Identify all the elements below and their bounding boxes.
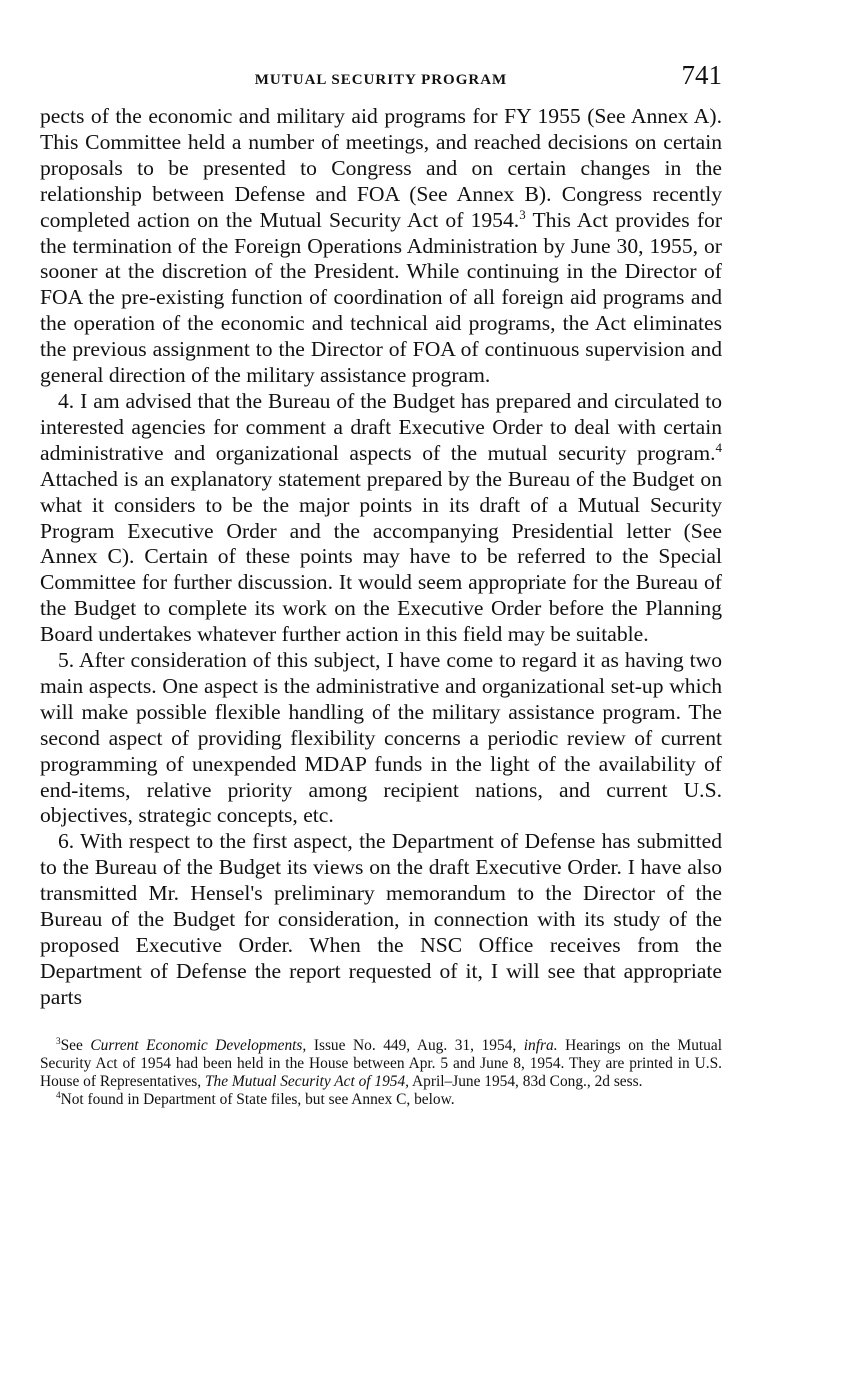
paragraph-4-text-a: 4. I am advised that the Bureau of the Budget has prepared and circulated to interested agencies for comment a draft Executive Order to deal with certain administrative and organizational aspects of the mutual security program. [40,388,722,465]
page-header [40,60,722,104]
paragraph-5: 5. After consideration of this subject, I have come to regard it as having two main aspects. One aspect is the administrative and organizational set-up which will make possible flexible handling of the military assistance program. The second aspect of providing flexibility concerns a periodic review of current programming of unexpended MDAP funds in the light of the availability of end-items, relative priority among recipient nations, and current U.S. objectives, strategic concepts, etc. [40,648,722,828]
paragraph-4 [40,389,722,648]
paragraph-continued-text-b: This Act provides for the termination of the Foreign Operations Administration by June 30, 1955, or sooner at the discretion of the President. While continuing in the Director of FOA the pre-existing function of coordination of all foreign aid programs and the operation of the economic and technical aid programs, the Act eliminates the previous assignment to the Director of FOA of continuous supervision and general direction of the military assistance program. [40,207,723,388]
footnote-4 [40,1091,722,1109]
footnote-3-title-1: Current Economic Developments, [90,1036,307,1054]
page-number: 741 [681,60,722,90]
footnote-ref-4: 4 [715,439,722,455]
paragraph-continued-text-a: pects of the economic and military aid programs for FY 1955 (See Annex A). This Committee held a number of meetings, and reached decisions on certain proposals to be presented to Congress and on certain changes in the relationship between Defense and FOA (See Annex B). Congress recently completed action on the Mutual Security Act of 1954. [40,104,722,232]
footnote-3-text-b: Issue No. 449, Aug. 31, 1954, [306,1036,524,1054]
footnote-3-text-d: April–June 1954, 83d Cong., 2d sess. [409,1072,643,1090]
body-text [40,104,722,1011]
paragraph-4-text-b: Attached is an explanatory statement prepared by the Bureau of the Budget on what it considers to be the major points in its draft of a Mutual Security Program Executive Order and the accompanying Presidential letter (See Annex C). Certain of these points may have to be referred to the Special Committee for further discussion. It would seem appropriate for the Bureau of the Budget to complete its work on the Executive Order before the Planning Board undertakes whatever further action in this field may be suitable. [40,466,722,647]
footnote-4-marker: 4 [56,1089,61,1100]
paragraph-continued [40,104,722,389]
footnote-ref-3: 3 [519,206,526,222]
footnote-3-text-c: Hearings on the Mutual Security Act of 1954 had been held in the House between Apr. 5 and June 8, 1954. They are printed in U.S. House of Representatives, [40,1036,722,1090]
footnote-3-title-2: The Mutual Security Act of 1954, [204,1072,410,1090]
running-head: MUTUAL SECURITY PROGRAM [254,72,508,88]
document-page [40,60,722,1109]
footnote-3-text-a: See [60,1036,91,1054]
footnote-3-infra: infra. [523,1036,558,1054]
footnote-3 [40,1037,722,1091]
footnote-4-text: Not found in Department of State files, but see Annex C, below. [60,1090,455,1108]
footnotes [40,1037,722,1109]
paragraph-6: 6. With respect to the first aspect, the Department of Defense has submitted to the Bureau of the Budget its views on the draft Executive Order. I have also transmitted Mr. Hensel's preliminary memorandum to the Director of the Bureau of the Budget for consideration, in connection with its study of the proposed Executive Order. When the NSC Office receives from the Department of Defense the report requested of it, I will see that appropriate parts [40,829,722,1009]
footnote-3-marker: 3 [56,1035,61,1046]
